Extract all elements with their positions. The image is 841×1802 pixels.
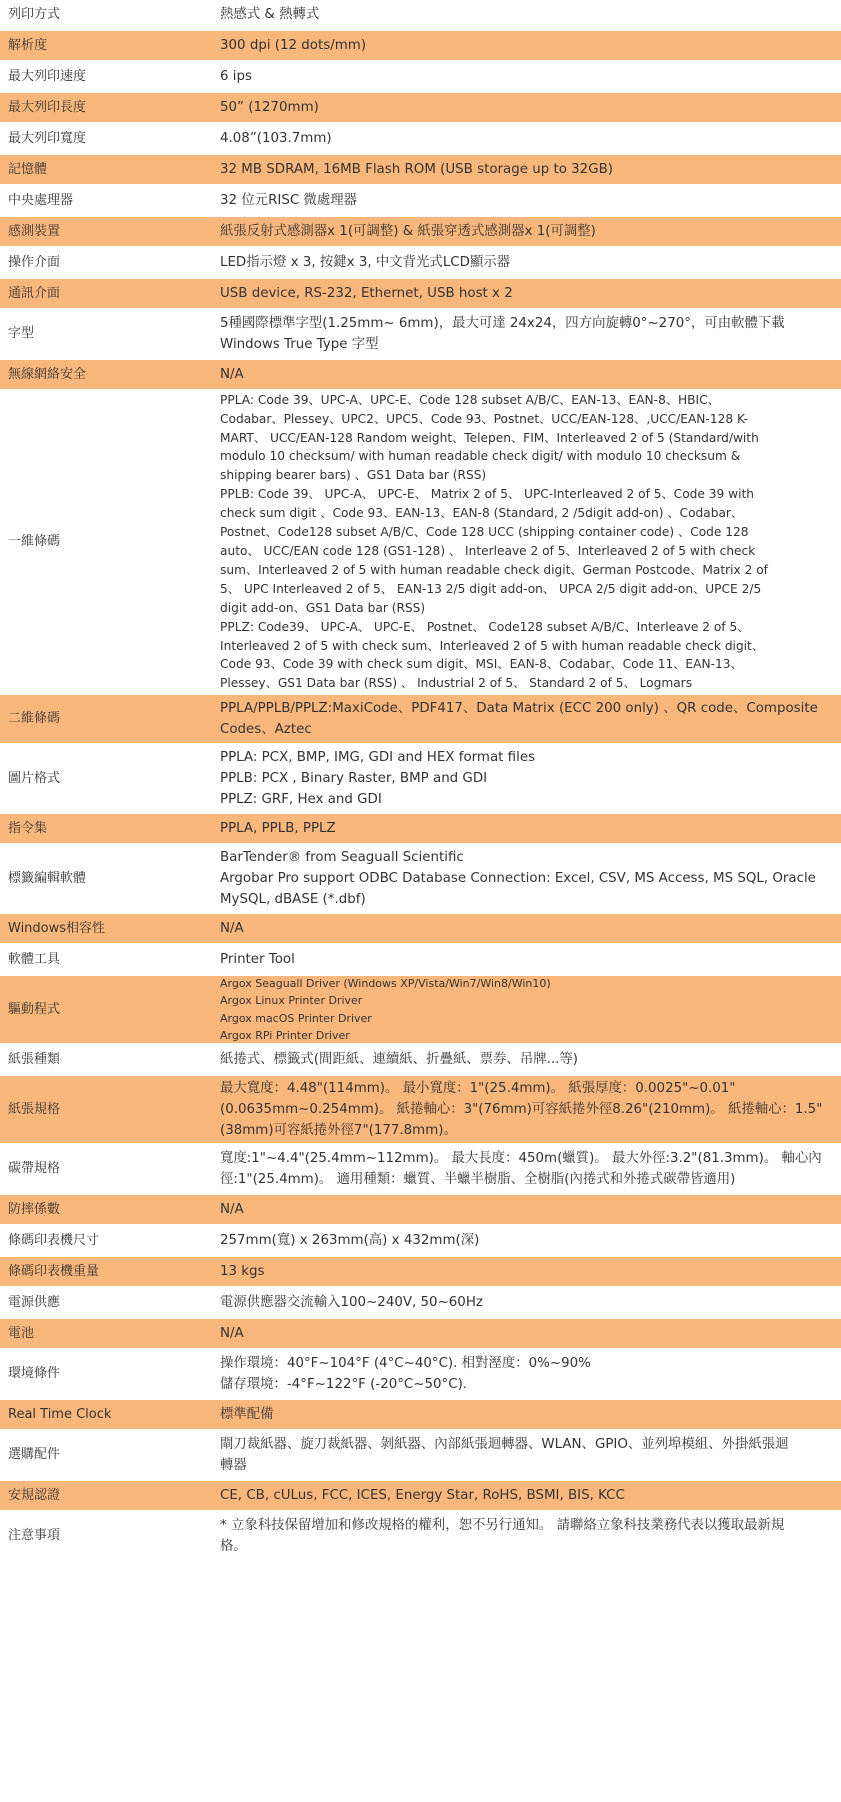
- spec-label: 記憶體: [8, 161, 48, 177]
- spec-value: 熱感式 & 熱轉式: [220, 7, 320, 22]
- spec-row: [0, 1257, 841, 1288]
- spec-label: 電源供應: [8, 1294, 61, 1310]
- spec-label: 最大列印速度: [8, 68, 87, 84]
- spec-label: Windows相容性: [8, 920, 106, 936]
- spec-value: 50” (1270mm): [220, 100, 319, 115]
- spec-label: 指令集: [8, 820, 48, 836]
- spec-value: PPLA: Code 39、UPC-A、UPC-E、Code 128 subset A/B/C、EAN-13、EAN-8、HBIC、 Codabar、Plessey、UPC2、UPC5、Code 93、Postnet、UCC/EAN-128、,UCC/EAN-128 K- MART、 UCC/EAN-128 Random weight、Telepen、FIM、Interleaved 2 of 5 (Standard/with modulo 10 checksum/ with human readable check digit/ with modulo 10 checksum & shipping bearer bars) 、GS1 Data bar (RSS) PPLB: Code 39、 UPC-A、 UPC-E、 Matrix 2 of 5、 UPC-Interleaved 2 of 5、Code 39 with check sum digit 、Code 93、EAN-13、EAN-8 (Standard, 2 /5digit add-on) 、Codabar、 Postnet、Code128 subset A/B/C、Code 128 UCC (shipping container code) 、Code 128 auto、 UCC/EAN code 128 (GS1-128) 、 Interleave 2 of 5、Interleaved 2 of 5 with check sum、Interleaved 2 of 5 with human readable check digit、German Postcode、Matrix 2 of 5、 UPC Interleaved 2 of 5、 EAN-13 2/5 digit add-on、 UPCA 2/5 digit add-on、UPCE 2/5 digit add-on、GS1 Data bar (RSS) PPLZ: Code39、 UPC-A、 UPC-E、 Postnet、 Code128 subset A/B/C、Interleave 2 of 5、 Interleaved 2 of 5 with check sum、Interleaved 2 of 5 with human readable check digit、 Code 93、Code 39 with check sum digit、MSI、EAN-8、Codabar、Code 11、EAN-13、 Plessey、GS1 Data bar (RSS) 、 Industrial 2 of 5、 Standard 2 of 5、 Logmars: [220, 392, 768, 691]
- spec-row: [0, 845, 841, 914]
- spec-label: 中央處理器: [8, 192, 74, 208]
- spec-label: 字型: [8, 326, 35, 341]
- spec-row: [0, 155, 841, 186]
- spec-label: 環境條件: [8, 1366, 61, 1381]
- spec-value: BarTender® from Seaguall Scientific Argobar Pro support ODBC Database Connection: Excel, CSV, MS Access, MS SQL, Oracle MySQL, dBASE (*.dbf): [220, 850, 816, 907]
- spec-value: * 立象科技保留增加和修改規格的權利，恕不另行通知。 請聯絡立象科技業務代表以獲取最新規 格。: [220, 1518, 785, 1554]
- spec-label: 二維條碼: [8, 711, 61, 726]
- spec-value: N/A: [220, 921, 244, 936]
- spec-row: [0, 248, 841, 279]
- spec-label: 注意事項: [8, 1528, 61, 1543]
- spec-row: [0, 1145, 841, 1195]
- spec-value: 最大寬度：4.48"(114mm)。 最小寬度：1"(25.4mm)。 紙張厚度：0.0025"~0.01" (0.0635mm~0.254mm)。 紙捲軸心：3"(76mm)可容紙捲外徑8.26"(210mm)。 紙捲軸心：1.5" (38mm)可容紙捲外徑7"(177.8mm)。: [220, 1081, 823, 1138]
- spec-value: 5種國際標準字型(1.25mm~ 6mm)，最大可達 24x24，四方向旋轉0°~270°，可由軟體下載 Windows True Type 字型: [220, 316, 785, 352]
- spec-label: 防摔係數: [8, 1201, 61, 1217]
- spec-value: 閘刀裁紙器、旋刀裁紙器、剝紙器、內部紙張迴轉器、WLAN、GPIO、並列埠模組、外掛紙張迴 轉器: [220, 1437, 789, 1473]
- spec-row: [0, 1512, 841, 1562]
- spec-row: [0, 745, 841, 814]
- spec-label: 圖片格式: [8, 770, 61, 786]
- spec-label: 標籤編輯軟體: [8, 870, 87, 886]
- spec-label: 選購配件: [8, 1447, 61, 1462]
- spec-value: 紙捲式、標籤式(間距紙、連續紙、折疊紙、票券、吊牌...等): [220, 1052, 578, 1067]
- spec-label: 條碼印表機重量: [8, 1263, 100, 1279]
- spec-label: 軟體工具: [8, 951, 61, 967]
- spec-label: 碳帶規格: [8, 1161, 61, 1176]
- spec-row: [0, 695, 841, 745]
- spec-label: 紙張規格: [8, 1101, 61, 1117]
- spec-row: [0, 1288, 841, 1319]
- spec-value: N/A: [220, 1326, 244, 1341]
- spec-value: Argox Seaguall Driver (Windows XP/Vista/Win7/Win8/Win10) Argox Linux Printer Driver Argox macOS Printer Driver Argox RPi Printer Driver: [220, 977, 551, 1042]
- spec-label: 安規認證: [8, 1487, 61, 1503]
- spec-value: 6 ips: [220, 69, 252, 84]
- spec-row: [0, 814, 841, 845]
- spec-row: [0, 391, 841, 695]
- spec-label: 感測裝置: [8, 223, 61, 239]
- spec-value: 操作環境：40°F~104°F (4°C~40°C). 相對溼度：0%~90% 儲存環境：-4°F~122°F (-20°C~50°C).: [220, 1356, 591, 1392]
- spec-row: [0, 279, 841, 310]
- spec-row: [0, 976, 841, 1045]
- spec-value: 電源供應器交流輸入100~240V, 50~60Hz: [220, 1295, 483, 1310]
- spec-row: [0, 1431, 841, 1481]
- spec-label: 操作介面: [8, 254, 61, 270]
- spec-label: 無線網絡安全: [8, 366, 87, 382]
- spec-row: [0, 1481, 841, 1512]
- spec-value: LED指示燈 x 3, 按鍵x 3, 中文背光式LCD顯示器: [220, 255, 511, 270]
- spec-row: [0, 360, 841, 391]
- spec-row: [0, 1195, 841, 1226]
- spec-row: [0, 31, 841, 62]
- spec-row: [0, 1076, 841, 1145]
- spec-value: 300 dpi (12 dots/mm): [220, 38, 367, 53]
- spec-row: [0, 914, 841, 945]
- spec-value: N/A: [220, 1202, 244, 1217]
- spec-value: 4.08”(103.7mm): [220, 131, 332, 146]
- spec-value: USB device, RS-232, Ethernet, USB host x 2: [220, 286, 513, 301]
- spec-row: [0, 186, 841, 217]
- spec-row: [0, 62, 841, 93]
- spec-value: Printer Tool: [220, 952, 295, 967]
- spec-value: PPLA/PPLB/PPLZ:MaxiCode、PDF417、Data Matrix (ECC 200 only) 、QR code、Composite Codes、Aztec: [220, 701, 818, 737]
- spec-label: 電池: [8, 1325, 35, 1341]
- spec-value: 紙張反射式感測器x 1(可調整) & 紙張穿透式感測器x 1(可調整): [220, 224, 596, 239]
- spec-row: [0, 217, 841, 248]
- spec-row: [0, 0, 841, 31]
- spec-row: [0, 1400, 841, 1431]
- spec-row: [0, 1045, 841, 1076]
- spec-row: [0, 124, 841, 155]
- spec-label: 驅動程式: [8, 1001, 61, 1017]
- spec-label: 通訊介面: [8, 285, 61, 301]
- spec-value: 32 位元RISC 微處理器: [220, 193, 357, 208]
- spec-row: [0, 1350, 841, 1400]
- spec-label: 條碼印表機尺寸: [8, 1232, 100, 1248]
- spec-value: 32 MB SDRAM, 16MB Flash ROM (USB storage up to 32GB): [220, 162, 613, 177]
- spec-label: 列印方式: [8, 6, 61, 22]
- spec-value: 13 kgs: [220, 1264, 265, 1279]
- spec-value: 標準配備: [220, 1407, 274, 1422]
- spec-row: [0, 945, 841, 976]
- spec-value: PPLA, PPLB, PPLZ: [220, 821, 336, 836]
- spec-label: 一維條碼: [8, 534, 61, 549]
- spec-value: 寬度:1"~4.4"(25.4mm~112mm)。 最大長度：450m(蠟質)。 最大外徑:3.2"(81.3mm)。 軸心內 徑:1"(25.4mm)。 適用種類：蠟質、半蠟半樹脂、全樹脂(內捲式和外捲式碳帶皆適用): [220, 1151, 822, 1187]
- spec-label: 最大列印寬度: [8, 130, 87, 146]
- spec-row: [0, 93, 841, 124]
- spec-row: [0, 310, 841, 360]
- spec-value: CE, CB, cULus, FCC, ICES, Energy Star, RoHS, BSMI, BIS, KCC: [220, 1488, 625, 1503]
- spec-value: 257mm(寬) x 263mm(高) x 432mm(深): [220, 1233, 480, 1248]
- spec-row: [0, 1319, 841, 1350]
- spec-label: 最大列印長度: [8, 99, 87, 115]
- spec-label: 解析度: [8, 37, 48, 53]
- spec-label: 紙張種類: [8, 1051, 61, 1067]
- spec-label: Real Time Clock: [8, 1406, 112, 1422]
- spec-value: PPLA: PCX, BMP, IMG, GDI and HEX format files PPLB: PCX , Binary Raster, BMP and GDI PPLZ: GRF, Hex and GDI: [220, 750, 536, 807]
- spec-row: [0, 1226, 841, 1257]
- spec-value: N/A: [220, 367, 244, 382]
